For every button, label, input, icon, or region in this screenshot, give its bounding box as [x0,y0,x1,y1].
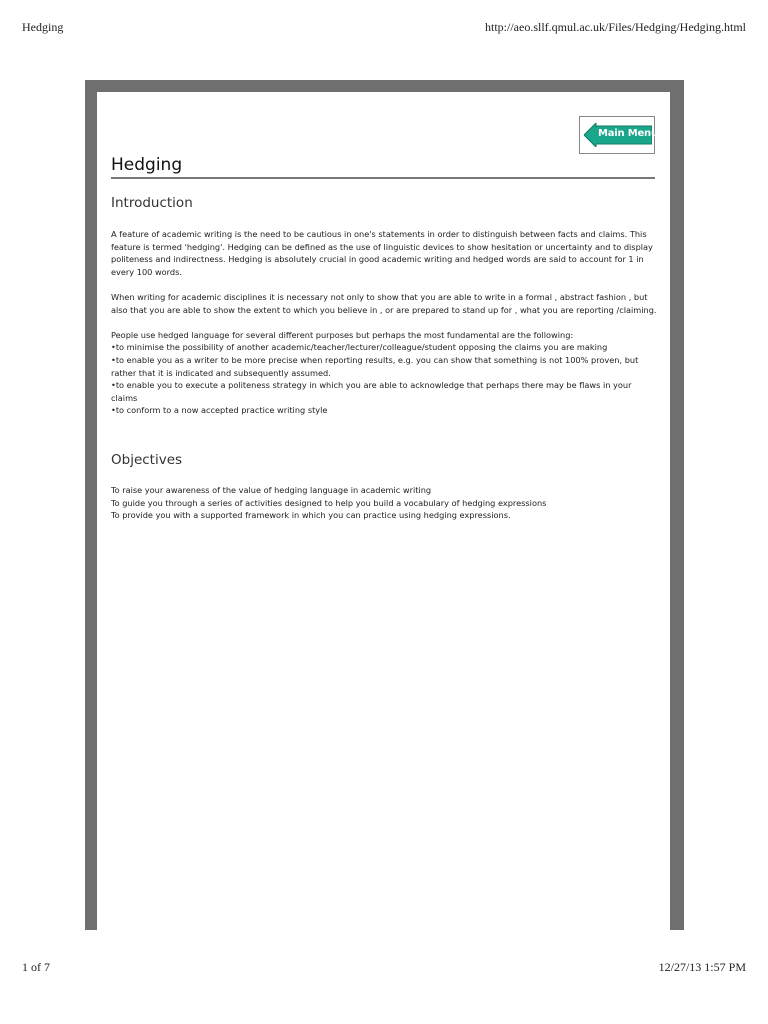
intro-paragraph-2: When writing for academic disciplines it is necessary not only to show that you are able to write in a formal , abstract fashion , but also that you are able to show the extent to which you believe in , or are prepared to stand up for , what you are reporting /claiming. [111,291,657,315]
list-item: • to conform to a now accepted practice writing style [111,404,659,417]
introduction-heading: Introduction [111,195,193,211]
content-sheet [97,92,670,932]
introduction-body [111,228,659,417]
main-menu-label: Main Menu [598,128,658,139]
intro-paragraph-1: A feature of academic writing is the need to be cautious in one's statements in order to distinguish between facts and claims. This feature is termed 'hedging'. Hedging can be defined as the use of linguistic devices to show hesitation or uncertainty and to display politeness and indirectness. Hedging is absolutely crucial in good academic writing and hedged words are said to account for 1 in every 100 words. [111,229,653,277]
print-footer-page: 1 of 7 [22,960,50,974]
print-header-url: http://aeo.sllf.qmul.ac.uk/Files/Hedging/Hedging.html [485,20,746,34]
page-title: Hedging [111,155,183,175]
print-header-title: Hedging [22,20,64,34]
objectives-body [111,484,659,522]
main-menu-container [579,116,658,154]
list-item: • to minimise the possibility of another academic/teacher/lecturer/colleague/student opposing the claims you are making [111,341,659,354]
objectives-heading: Objectives [111,452,183,468]
list-item: To provide you with a supported framework in which you can practice using hedging expressions. [111,510,511,521]
list-item: To guide you through a series of activities designed to help you build a vocabulary of hedging expressions [111,497,547,508]
list-item: To raise your awareness of the value of hedging language in academic writing [111,485,432,495]
main-menu-button[interactable] [584,123,658,147]
page-frame [85,80,684,930]
objectives-list [111,484,659,522]
print-footer-datetime: 12/27/13 1:57 PM [658,960,746,974]
intro-paragraph-3: People use hedged language for several different purposes but perhaps the most fundamental are the following: [111,329,574,340]
purposes-list [111,341,659,417]
list-item: • to enable you to execute a politeness strategy in which you are able to acknowledge that perhaps there may be flaws in your claims [111,379,659,404]
list-item: • to enable you as a writer to be more precise when reporting results, e.g. you can show that something is not 100% proven, but rather that it is indicated and subsequently assumed. [111,354,659,379]
title-divider [111,177,655,179]
